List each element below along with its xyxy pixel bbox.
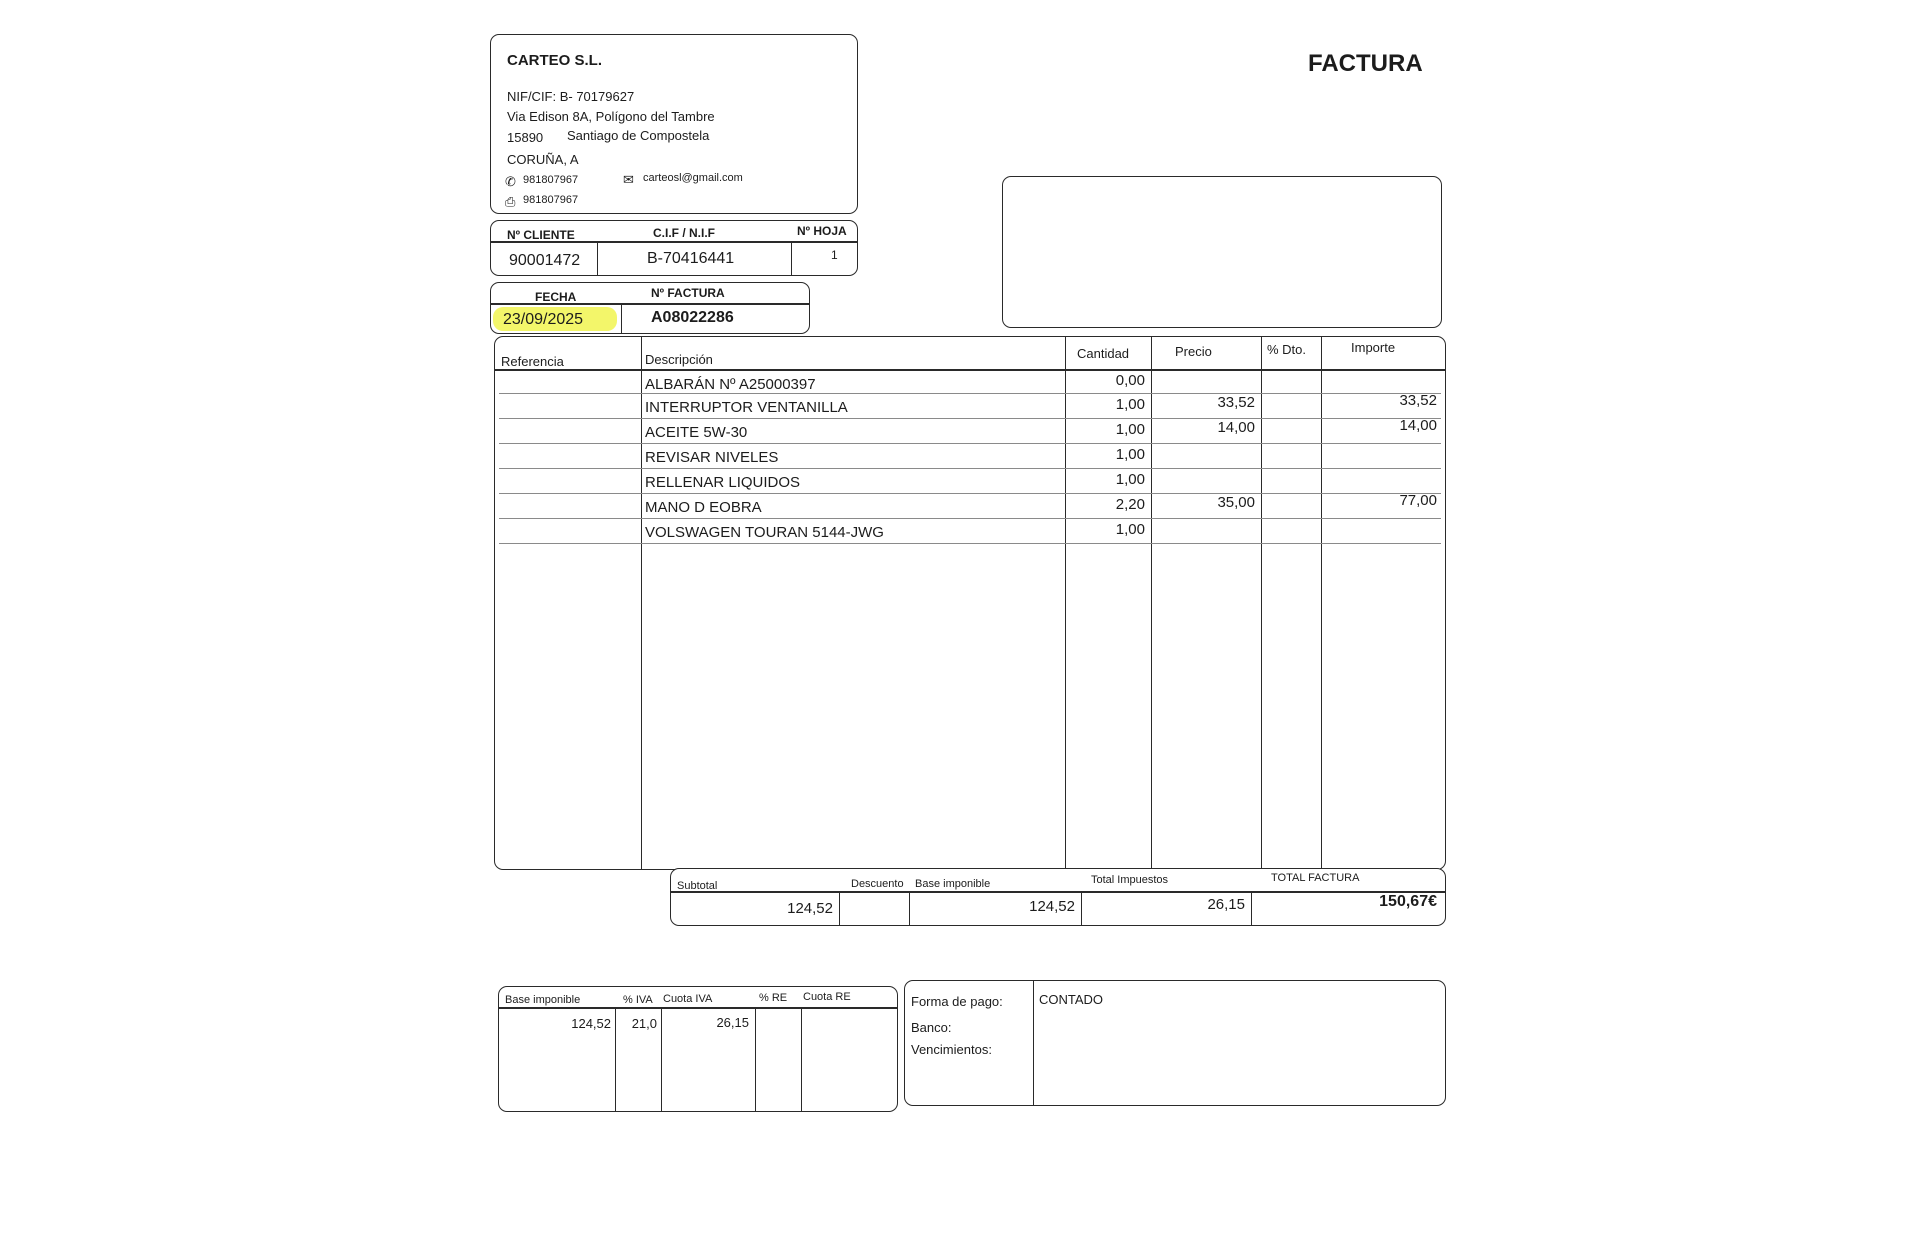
payment-method-value: CONTADO — [1039, 992, 1104, 1007]
payment-method-label: Forma de pago: — [911, 994, 1003, 1009]
document-title: FACTURA — [1308, 50, 1423, 77]
tax-base-value: 124,52 — [571, 1016, 611, 1031]
invoice-number-value: A08022286 — [651, 309, 734, 326]
company-phone: 981807967 — [523, 174, 579, 186]
invoice-header-box — [490, 282, 810, 334]
recipient-address-box — [1002, 176, 1442, 328]
item-quantity: 1,00 — [1115, 521, 1145, 538]
company-email: carteosl@gmail.com — [643, 172, 743, 184]
base-label: Base imponible — [915, 878, 991, 890]
client-number-label: Nº CLIENTE — [507, 228, 575, 242]
tax-base-label: Base imponible — [505, 994, 581, 1006]
total-invoice-label: TOTAL FACTURA — [1271, 872, 1360, 884]
header-price: Precio — [1175, 344, 1212, 359]
item-description: MANO D EOBRA — [645, 499, 762, 516]
sheet-number-label: Nº HOJA — [797, 224, 847, 238]
client-header-box — [490, 220, 858, 276]
item-description: REVISAR NIVELES — [645, 449, 779, 466]
totals-box — [670, 868, 1446, 926]
item-price: 33,52 — [1217, 394, 1255, 411]
cuota-iva-label: Cuota IVA — [663, 993, 713, 1005]
total-tax-value: 26,15 — [1207, 896, 1245, 913]
cuota-iva-value: 26,15 — [716, 1015, 749, 1030]
item-quantity: 0,00 — [1115, 372, 1145, 389]
item-quantity: 2,20 — [1115, 496, 1145, 513]
company-province: CORUÑA, A — [507, 152, 579, 167]
base-value: 124,52 — [1029, 898, 1075, 915]
item-quantity: 1,00 — [1115, 446, 1145, 463]
company-fax: 981807967 — [523, 194, 579, 206]
header-reference: Referencia — [501, 354, 564, 369]
item-description: RELLENAR LIQUIDOS — [645, 474, 801, 491]
discount-label: Descuento — [851, 878, 904, 890]
header-quantity: Cantidad — [1077, 346, 1130, 361]
item-quantity: 1,00 — [1115, 421, 1145, 438]
subtotal-label: Subtotal — [677, 880, 718, 892]
header-discount: % Dto. — [1267, 342, 1307, 357]
company-address: Via Edison 8A, Polígono del Tambre — [507, 109, 715, 124]
item-quantity: 1,00 — [1115, 396, 1145, 413]
cif-label: C.I.F / N.I.F — [653, 226, 715, 240]
item-description: ALBARÁN Nº A25000397 — [645, 376, 816, 393]
items-table — [494, 336, 1446, 870]
tax-breakdown-box — [498, 986, 898, 1112]
company-name: CARTEO S.L. — [507, 52, 603, 69]
item-description: INTERRUPTOR VENTANILLA — [645, 399, 848, 416]
company-postal-code: 15890 — [507, 130, 544, 145]
item-amount: 77,00 — [1399, 492, 1437, 509]
re-percent-label: % RE — [759, 992, 788, 1004]
envelope-icon: ✉ — [623, 172, 634, 187]
company-city: Santiago de Compostela — [567, 128, 710, 143]
item-quantity: 1,00 — [1115, 471, 1145, 488]
sheet-number-value: 1 — [831, 248, 838, 262]
due-dates-label: Vencimientos: — [911, 1042, 992, 1057]
item-price: 35,00 — [1217, 494, 1255, 511]
invoice-date-value: 23/09/2025 — [503, 311, 584, 328]
company-info-box — [490, 34, 858, 214]
cif-value: B-70416441 — [647, 250, 735, 267]
bank-label: Banco: — [911, 1020, 952, 1035]
item-amount: 14,00 — [1399, 417, 1437, 434]
invoice-number-label: Nº FACTURA — [651, 286, 725, 300]
total-invoice-value: 150,67€ — [1379, 893, 1437, 910]
subtotal-value: 124,52 — [787, 900, 833, 917]
payment-box — [904, 980, 1446, 1106]
header-amount: Importe — [1351, 340, 1396, 355]
item-description: ACEITE 5W-30 — [645, 424, 748, 441]
iva-percent-label: % IVA — [623, 994, 653, 1006]
item-price: 14,00 — [1217, 419, 1255, 436]
date-label: FECHA — [535, 290, 577, 304]
header-description: Descripción — [645, 352, 713, 367]
iva-percent-value: 21,0 — [631, 1016, 657, 1031]
total-tax-label: Total Impuestos — [1091, 874, 1169, 886]
item-description: VOLSWAGEN TOURAN 5144-JWG — [645, 524, 884, 541]
item-amount: 33,52 — [1399, 392, 1437, 409]
client-number-value: 90001472 — [509, 252, 581, 269]
company-nif: NIF/CIF: B- 70179627 — [507, 89, 635, 104]
fax-icon: ⎙ — [505, 194, 516, 209]
phone-icon: ✆ — [505, 174, 516, 189]
cuota-re-label: Cuota RE — [803, 991, 851, 1003]
